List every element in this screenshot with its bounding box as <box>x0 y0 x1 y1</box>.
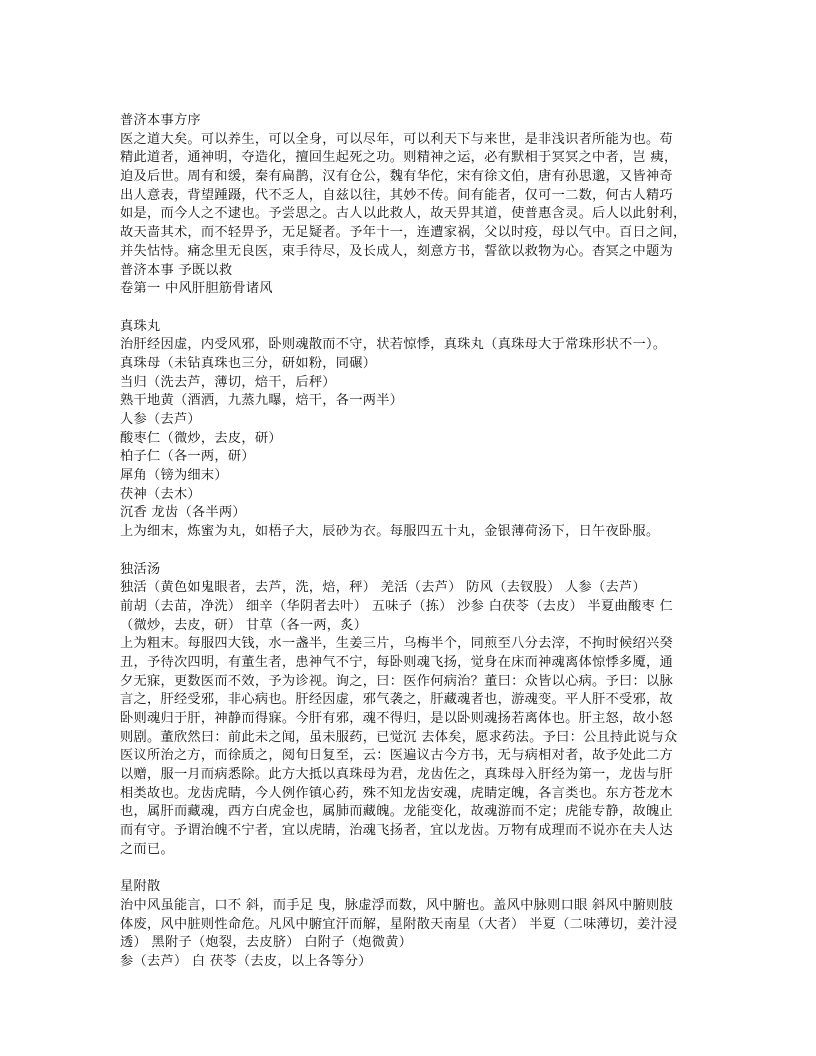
section-title: 星附散 <box>120 879 161 895</box>
preface-line: 如是，而今人之不逮也。予尝思之。古人以此救人，故天畀其道，使普惠含灵。后人以此射利， <box>120 206 687 222</box>
preface-line: 普济本事 予既以救 <box>120 262 233 278</box>
section-line: 茯神（去木） <box>120 486 201 502</box>
section-line: 医议所治之方，而徐质之，阅旬日复至，云：医遍议古今方书，无与病相对者，故予处此二方 <box>120 748 673 764</box>
section-line: 上为细末，炼蜜为丸，如梧子大，辰砂为衣。每服四五十丸，金银薄荷汤下，日午夜卧服。 <box>120 524 660 540</box>
section-line: 相类故也。龙齿虎睛，今人例作镇心药，殊不知龙齿安魂，虎睛定魄，各言类也。东方苍龙木 <box>120 785 673 801</box>
section-line: 则剧。董欣然曰：前此未之闻，虽未服药，已觉沉 去体矣，愿求药法。予曰：公且持此说与众 <box>120 729 678 745</box>
section-line: 体废，风中脏则性命危。凡风中腑宜汗而解，星附散天南星（大者） 半夏（二味薄切，姜汁浸 <box>120 916 678 932</box>
section-line: 酸枣仁（微炒，去皮，研） <box>120 430 282 446</box>
preface-line: 故天啬其术，而不轻畀予，无足疑者。予年十一，连遭家祸，父以时疫，母以气中。百日之间， <box>120 225 687 241</box>
section-line: 言之，肝经受邪，非心病也。肝经因虚，邪气袭之，肝藏魂者也，游魂变。平人肝不受邪，故 <box>120 692 673 708</box>
section-line: 当归（洗去芦，薄切，焙干，后秤） <box>120 374 336 390</box>
section-line: 柏子仁（各一两，研） <box>120 449 255 465</box>
section-title: 独活汤 <box>120 561 161 577</box>
section-spacer <box>120 299 700 318</box>
section-line: （微炒，去皮，研） 甘草（各一两，炙） <box>120 617 368 633</box>
section-line: 熟干地黄（酒洒，九蒸九曝，焙干，各一两半） <box>120 393 404 409</box>
preface-line: 精此道者，通神明，夺造化，擅回生起死之功。则精神之运，必有默相于冥冥之中者，岂 痍， <box>120 150 678 166</box>
section-line: 犀角（镑为细末） <box>120 468 228 484</box>
preface-line: 并失怙恃。痛念里无良医，束手待尽，及长成人，刻意方书，誓欲以救物为心。杳冥之中题为 <box>120 243 673 259</box>
section-line: 而有守。予谓治魄不宁者，宜以虎睛，治魂飞扬者，宜以龙齿。万物有成理而不说亦在夫人达 <box>120 823 673 839</box>
section-line: 卧则魂归于肝，神静而得寐。今肝有邪，魂不得归，是以卧则魂扬若离体也。肝主怒，故小怒 <box>120 711 673 726</box>
section-xingfu-san <box>120 878 700 971</box>
preface-line: 医之道大矣。可以养生，可以全身，可以尽年，可以利天下与来世，是非浅识者所能为也。苟 <box>120 131 673 147</box>
section-line: 前胡（去苗，净洗） 细辛（华阴者去叶） 五味子（拣） 沙参 白茯苓（去皮） 半夏曲酸枣 仁 <box>120 598 673 614</box>
section-line: 人参（去芦） <box>120 412 201 427</box>
section-line: 丑，予待次四明，有董生者，患神气不宁，每卧则魂飞扬，觉身在床而神魂离体惊悸多魇，通 <box>120 654 673 670</box>
preface-line: 迫及后世。周有和缓，秦有扁鹊，汉有仓公，魏有华佗，宋有徐文伯，唐有孙思邈，又皆神奇 <box>120 169 673 185</box>
section-spacer <box>120 860 700 879</box>
section-line: 也，属肝而藏魂，西方白虎金也，属肺而藏魄。龙能变化，故魂游而不定；虎能专静，故魄止 <box>120 804 673 820</box>
section-zhenzhu-wan <box>120 318 700 542</box>
section-line: 沉香 龙齿（各半两） <box>120 505 246 521</box>
section-line: 治肝经因虚，内受风邪，卧则魂散而不守，状若惊悸，真珠丸（真珠母大于常珠形状不一）。 <box>120 337 667 353</box>
chapter-title: 卷第一 中风肝胆筋骨诸风 <box>120 281 273 297</box>
section-line: 透） 黑附子（炮裂，去皮脐） 白附子（炮微黄） <box>120 935 413 951</box>
section-duhuo-tang <box>120 561 700 860</box>
section-line: 真珠母（未钻真珠也三分，研如粉，同碾） <box>120 355 377 371</box>
preface-line: 出人意表，背望踵蹑，代不乏人，自兹以往，其妙不传。间有能者，仅可一二数，何古人精巧 <box>120 187 673 203</box>
section-title: 真珠丸 <box>120 318 161 334</box>
section-line: 之而已。 <box>120 841 174 857</box>
document-page <box>120 112 700 972</box>
preface-paragraph <box>120 131 700 281</box>
section-line: 以赠，服一月而病悉除。此方大抵以真珠母为君，龙齿佐之，真珠母入肝经为第一，龙齿与肝 <box>120 767 673 783</box>
section-spacer <box>120 542 700 561</box>
section-line: 治中风虽能言，口不 斜，而手足 曳，脉虚浮而数，风中腑也。盖风中脉则口眼 斜风中腑则肢 <box>120 897 673 913</box>
preface-title: 普济本事方序 <box>120 113 201 128</box>
section-line: 独活（黄色如鬼眼者，去芦，洗，焙，秤） 羌活（去芦） 防风（去钗股） 人参（去芦） <box>120 580 646 596</box>
section-line: 上为粗末。每服四大钱，水一盏半，生姜三片，乌梅半个，同煎至八分去滓，不拘时候绍兴癸 <box>120 636 673 652</box>
section-line: 夕无寐，更数医而不效，予为诊视。询之，曰：医作何病治？董曰：众皆以心病。予曰：以脉 <box>120 673 673 689</box>
section-line: 参（去芦） 白 茯苓（去皮，以上各等分） <box>120 953 372 969</box>
